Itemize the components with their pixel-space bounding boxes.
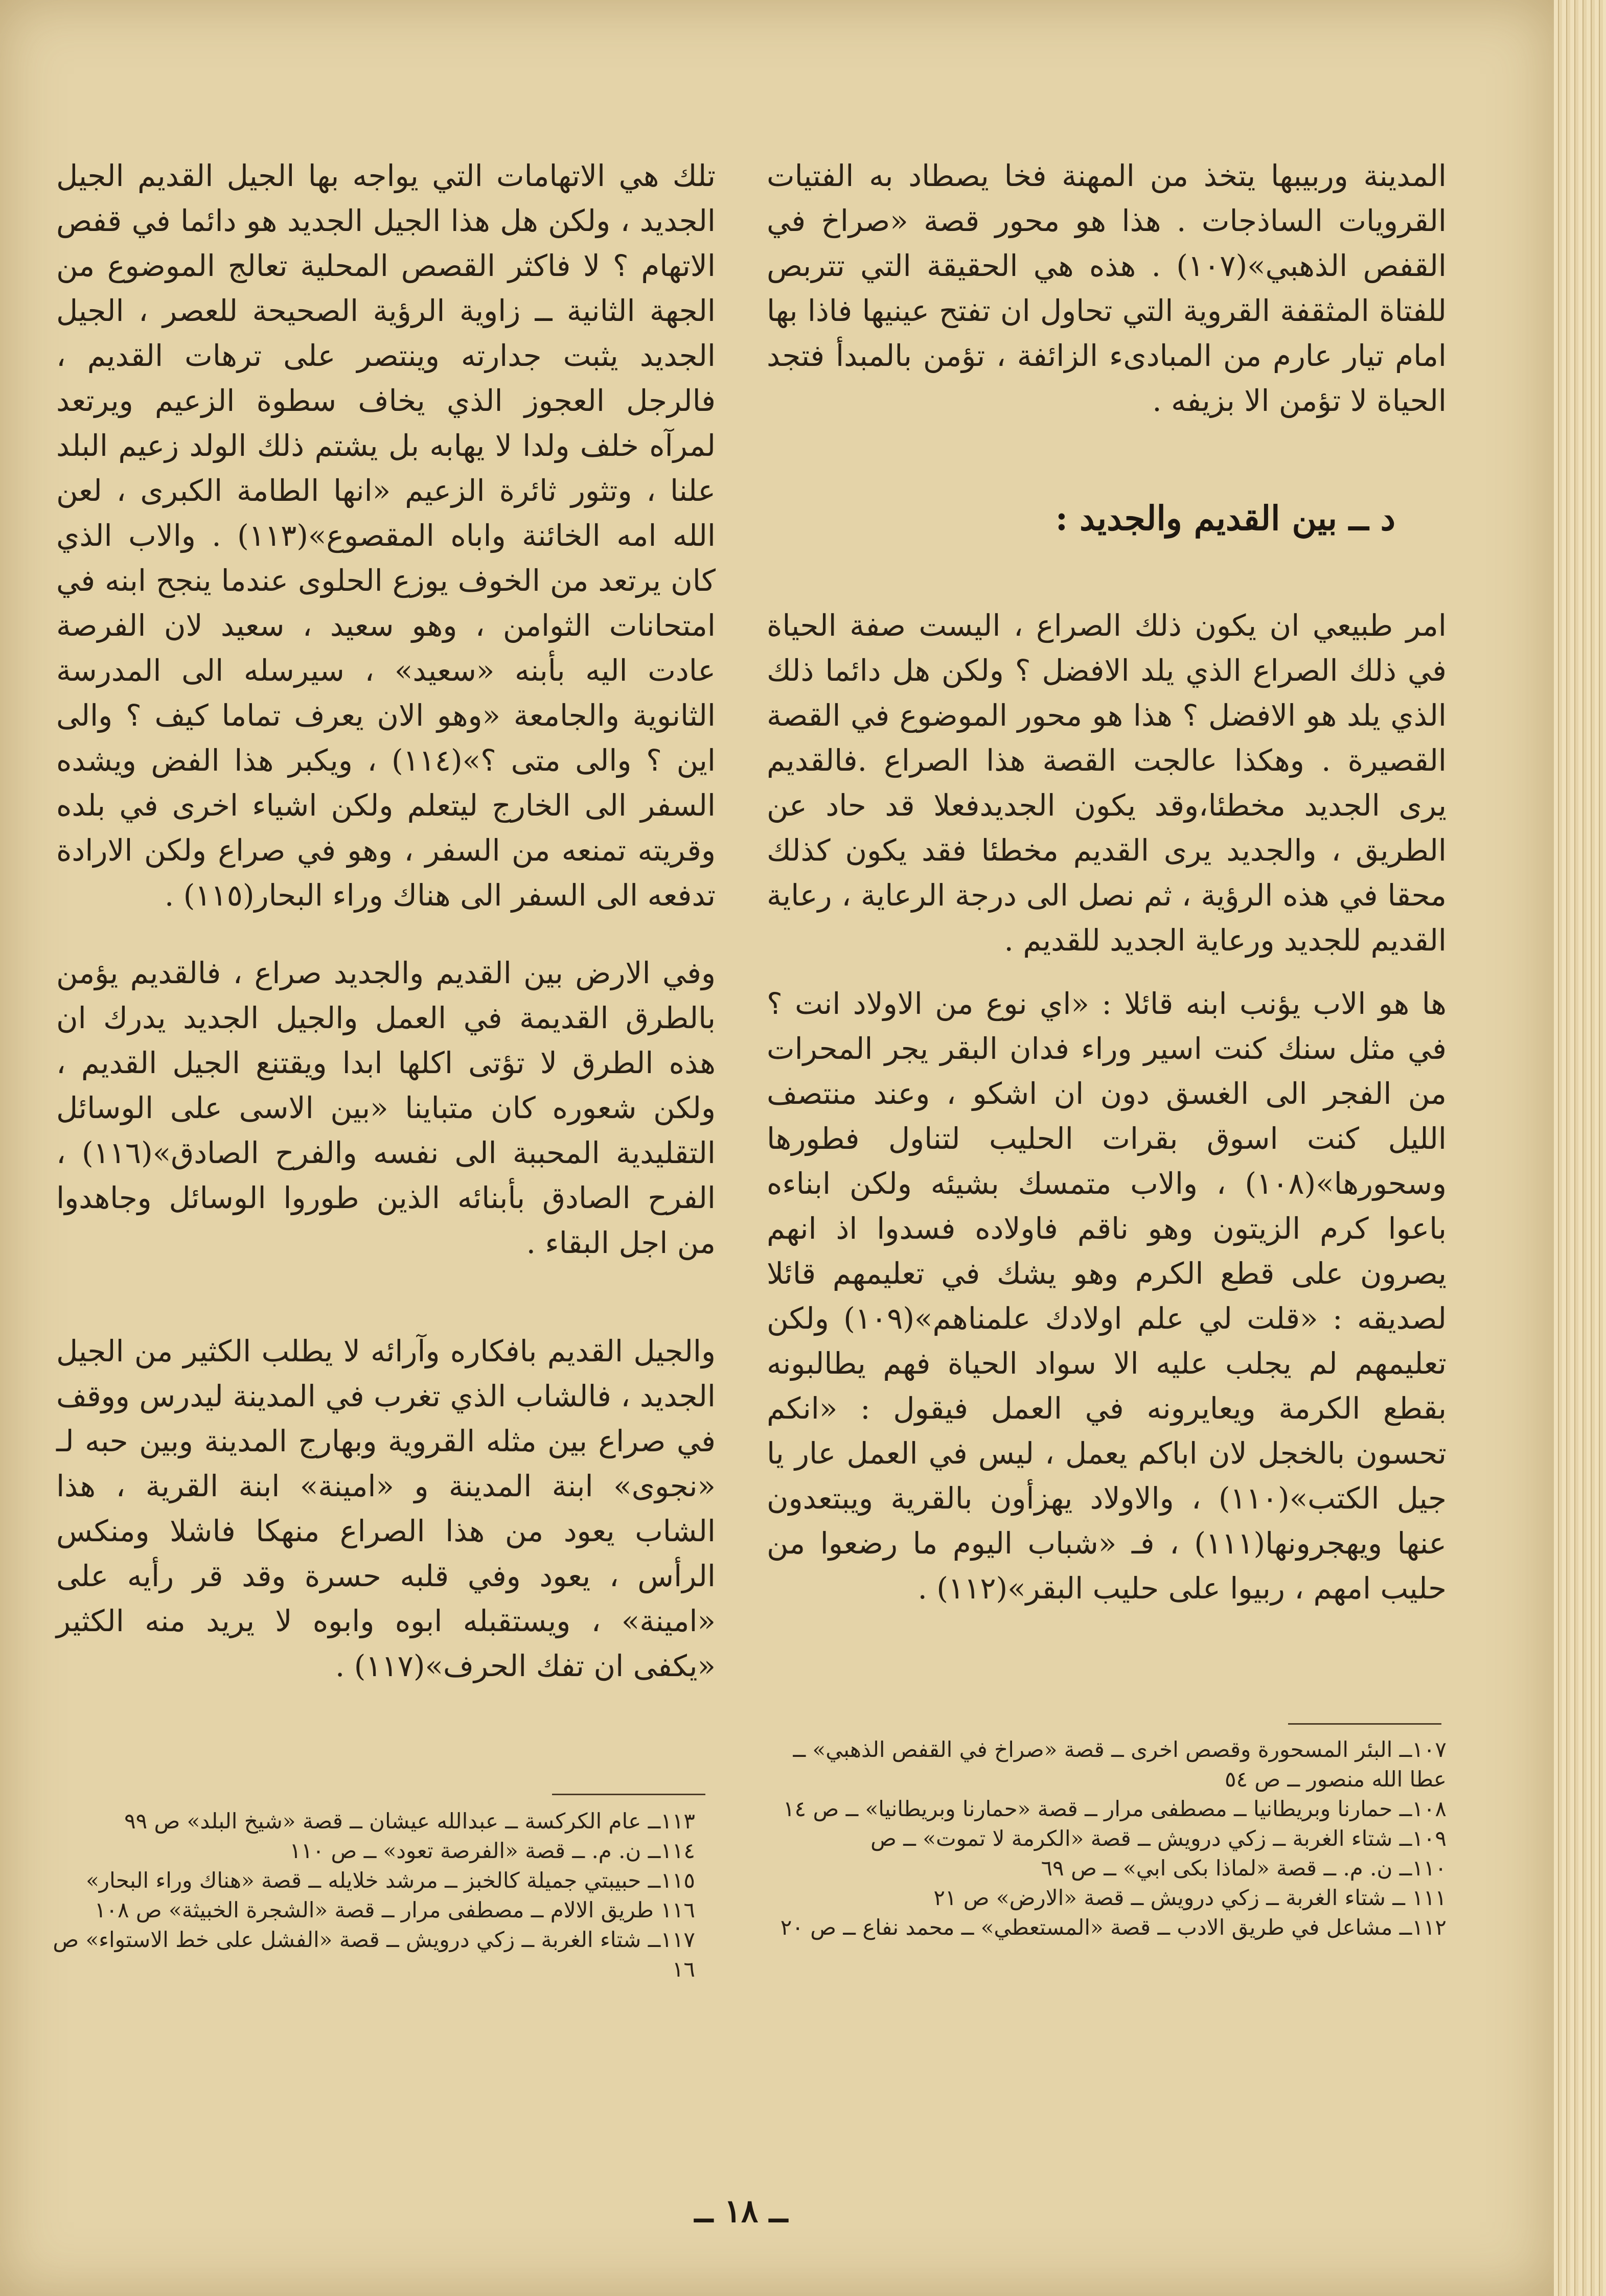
footnotes-left — [46, 1806, 695, 1984]
footnote-divider — [552, 1794, 705, 1795]
section-heading: د ــ بين القديم والجديد : — [1055, 498, 1395, 538]
footnote: ١٠٩ــ شتاء الغربة ــ زكي درويش ــ قصة «الكرمة لا تموت» ــ ص — [870, 1826, 1447, 1851]
paragraph: والجيل القديم بافكاره وآرائه لا يطلب الكثير من الجيل الجديد ، فالشاب الذي تغرب في المدينة ليدرس ووقف في صراع بين مثله القروية وبهارج المدينة وبين حبه لـ «نجوى» ابنة المدينة و «امينة» ابنة القرية ، هذا الشاب يعود من هذا الصراع منهكا فاشلا ومنكس الرأس ، يعود وفي قلبه حسرة وقد قر رأيه على «امينة» ، ويستقبله ابوه وابوه لا يريد منه الكثير «يكفى ان تفك الحرف»(١١٧) . — [56, 1334, 716, 1683]
footnote-divider — [1288, 1723, 1441, 1725]
footnote: ١١٧ــ شتاء الغربة ــ زكي درويش ــ قصة «الفشل على خط الاستواء» ص ١٦ — [53, 1927, 695, 1982]
footnotes-right — [772, 1735, 1447, 1942]
footnote: ١٠٨ــ حمارنا وبريطانيا ــ مصطفى مرار ــ قصة «حمارنا وبريطانيا» ــ ص ١٤ — [783, 1796, 1447, 1821]
paragraph: امر طبيعي ان يكون ذلك الصراع ، اليست صفة الحياة في ذلك الصراع الذي يلد الافضل ؟ ولكن هل دائما ذلك الذي يلد هو الافضل ؟ هذا هو محور الموضوع في القصة القصيرة . وهكذا عالجت القصة هذا الصراع .فالقديم يرى الجديد مخطئا،وقد يكون الجديدفعلا قد حاد عن الطريق ، والجديد يرى القديم مخطئا فقد يكون كذلك محقا في هذه الرؤية ، ثم نصل الى درجة الرعاية ، رعاية القديم للجديد ورعاية الجديد للقديم . — [767, 608, 1447, 958]
footnote: ١١٥ــ حبيبتي جميلة كالخبز ــ مرشد خلايله ــ قصة «هناك وراء البحار» — [86, 1868, 695, 1893]
footnote: ١١٢ــ مشاعل في طريق الادب ــ قصة «المستعطي» ــ محمد نفاع ــ ص ٢٠ — [780, 1915, 1447, 1940]
footnote: ١١٤ــ ن. م. ــ قصة «الفرصة تعود» ــ ص ١١٠ — [289, 1838, 695, 1863]
paragraph: تلك هي الاتهامات التي يواجه بها الجيل القديم الجيل الجديد ، ولكن هل هذا الجيل الجديد هو دائما في قفص الاتهام ؟ لا فاكثر القصص المحلية تعالج الموضوع من الجهة الثانية ــ زاوية الرؤية الصحيحة للعصر ، الجيل الجديد يثبت جدارته وينتصر على ترهات القديم ، فالرجل العجوز الذي يخاف سطوة الزعيم ويرتعد لمرآه خلف ولدا لا يهابه بل يشتم ذلك الولد زعيم البلد علنا ، وتثور ثائرة الزعيم «انها الطامة الكبرى ، لعن الله امه الخائنة واباه المقصوع»(١١٣) . والاب الذي كان يرتعد من الخوف يوزع الحلوى عندما ينجح ابنه في امتحانات الثوامن ، وهو سعيد ، سعيد لان الفرصة عادت اليه بأبنه «سعيد» ، سيرسله الى المدرسة الثانوية والجامعة «وهو الان يعرف تماما كيف ؟ والى اين ؟ والى متى ؟»(١١٤) ، ويكبر هذا الفض ويشده السفر الى الخارج ليتعلم ولكن اشياء اخرى في بلده وقريته تمنعه من السفر ، وهو في صراع ولكن الارادة تدفعه الى السفر الى هناك وراء البحار(١١٥) . — [56, 158, 716, 913]
footnote: ١٠٧ــ البئر المسحورة وقصص اخرى ــ قصة «صراخ في القفص الذهبي» ــ عطا الله منصور ــ ص ٥٤ — [793, 1737, 1447, 1792]
page-edge — [1554, 0, 1606, 2296]
footnote: ١١٣ــ عام الكركسة ــ عبدالله عيشان ــ قصة «شيخ البلد» ص ٩٩ — [124, 1808, 695, 1834]
footnote: ١١٦ طريق الالام ــ مصطفى مرار ــ قصة «الشجرة الخبيثة» ص ١٠٨ — [94, 1897, 695, 1922]
page-number: ــ ١٨ ــ — [694, 2192, 788, 2230]
paragraph: ها هو الاب يؤنب ابنه قائلا : «اي نوع من الاولاد انت ؟ في مثل سنك كنت اسير وراء فدان البقر يجر المحرات من الفجر الى الغسق دون ان اشكو ، وعند منتصف الليل كنت اسوق بقرات الحليب لتناول فطورها وسحورها»(١٠٨) ، والاب متمسك بشيئه ولكن ابناءه باعوا كرم الزيتون وهو ناقم فاولاده فسدوا اذ انهم يصرون على قطع الكرم وهو يشك في تعليمهم قائلا لصديقه : «قلت لي علم اولادك علمناهم»(١٠٩) ولكن تعليمهم لم يجلب عليه الا سواد الحياة فهم يطالبونه بقطع الكرمة ويعايرونه في العمل فيقول : «انكم تحسون بالخجل لان اباكم يعمل ، ليس في العمل عار يا جيل الكتب»(١١٠) ، والاولاد يهزأون بالقرية ويبتعدون عنها ويهجرونها(١١١) ، فـ «شباب اليوم ما رضعوا من حليب امهم ، ربيوا على حليب البقر»(١١٢) . — [767, 986, 1447, 1606]
paragraph: وفي الارض بين القديم والجديد صراع ، فالقديم يؤمن بالطرق القديمة في العمل والجيل الجديد يدرك ان هذه الطرق لا تؤتى اكلها ابدا ويقتنع الجيل القديم ، ولكن شعوره كان متباينا «بين الاسى على الوسائل التقليدية المحببة الى نفسه والفرح الصادق»(١١٦) ، الفرح الصادق بأبنائه الذين طوروا الوسائل وجاهدوا من اجل البقاء . — [56, 956, 716, 1260]
footnote: ١١٠ــ ن. م. ــ قصة «لماذا بكى ابي» ــ ص ٦٩ — [1041, 1856, 1447, 1881]
paragraph: المدينة وربيبها يتخذ من المهنة فخا يصطاد به الفتيات القرويات الساذجات . هذا هو محور قصة «صراخ في القفص الذهبي»(١٠٧) . هذه هي الحقيقة التي تتربص للفتاة المثقفة القروية التي تحاول ان تفتح عينيها فاذا بها امام تيار عارم من المبادىء الزائفة ، تؤمن بالمبدأ فتجد الحياة لا تؤمن الا بزيفه . — [767, 158, 1447, 418]
footnote: ١١١ ــ شتاء الغربة ــ زكي درويش ــ قصة «الارض» ص ٢١ — [933, 1885, 1447, 1910]
